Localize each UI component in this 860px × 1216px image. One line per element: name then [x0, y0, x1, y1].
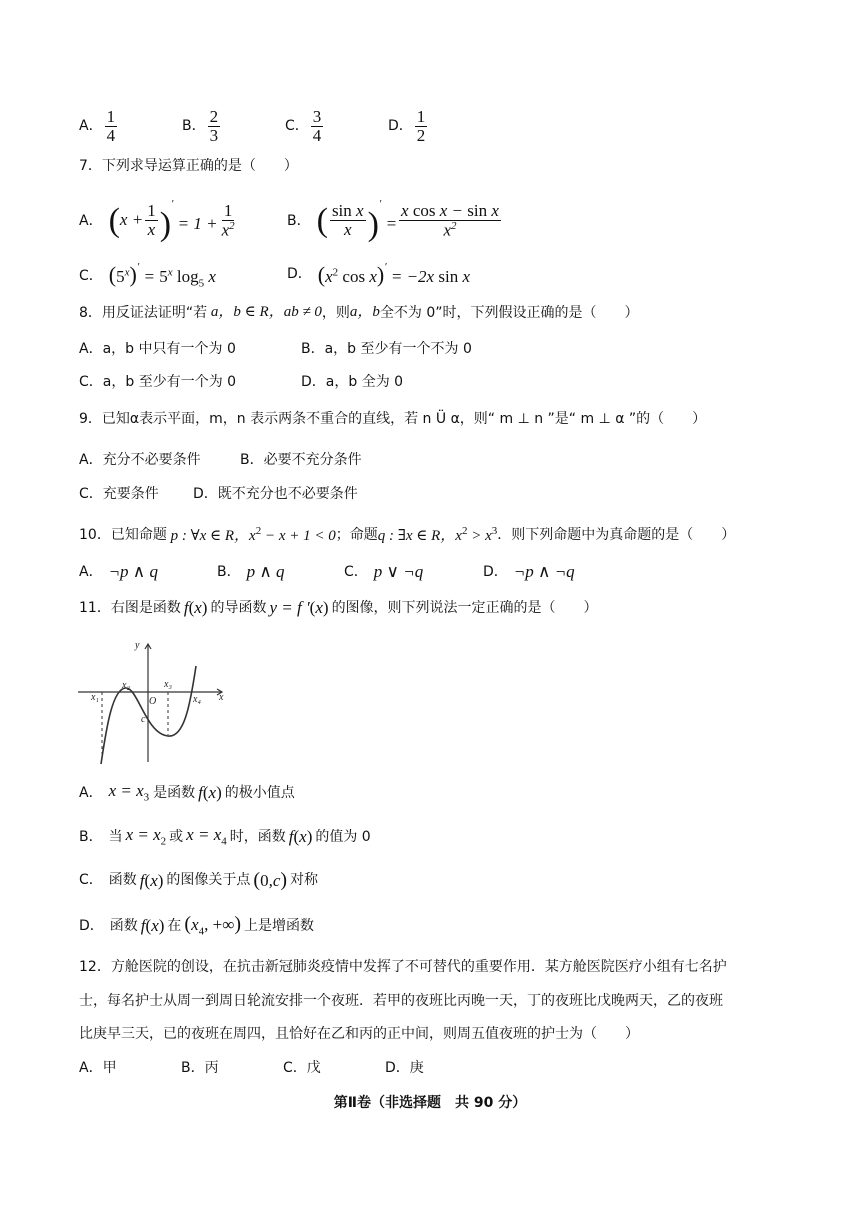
q11-option-d: D． 函数 f(x) 在 ($x_4$, +∞) 上是增函数 — [79, 913, 315, 938]
q12-option-a: A．甲 — [79, 1060, 117, 1076]
q8-option-a: A．a，b 中只有一个为 0 — [79, 341, 236, 357]
q7-stem: 7．下列求导运算正确的是（ ） — [79, 158, 298, 174]
q10-option-b: B． p ∧ q — [217, 562, 285, 581]
label-x: x — [219, 692, 224, 703]
q8-option-c: C．a，b 至少有一个为 0 — [79, 374, 237, 390]
q10-option-c: C． p ∨ ¬q — [344, 562, 424, 581]
fraction: $\frac{1}{2}$ — [416, 107, 426, 145]
q12-line-3: 比庚早三天，已的夜班在周四，且恰好在乙和丙的正中间，则周五值夜班的护士为（ ） — [79, 1026, 639, 1042]
label-c: c — [141, 714, 146, 725]
fraction: $\frac{2}{3}$ — [209, 107, 219, 145]
q8-option-b: B．a，b 至少有一个不为 0 — [301, 341, 472, 357]
fraction: $\frac{3}{4}$ — [312, 107, 322, 145]
q8-stem: 8．用反证法证明“若 a，b ∈ R，ab ≠ 0 ，则 a，b 全不为 0”时，下列假设正确的是（ ） — [79, 304, 639, 321]
label-origin: O — [149, 696, 157, 707]
q10-stem: 10．已知命题 p : ∀x ∈ R，$x^2 - x + 1 < 0$ ；命题 q : ∃x ∈ R，$x^2 > x^3$ ．则下列命题中为真命题的是（ ） — [79, 525, 736, 544]
q8-option-d: D．a，b 全为 0 — [301, 374, 404, 390]
label-x1: x₁ — [91, 692, 99, 703]
q7-option-a: A． (x + $\frac{1}{x}$ )′ = 1 + $\frac{1}{x^2}$ — [79, 198, 235, 244]
q9-option-d: D．既不充分也不必要条件 — [193, 486, 358, 502]
q7-option-c: C． $(5^x)' = 5^x$ $\log_5 x$ — [79, 261, 216, 290]
q11-option-c: C． 函数 f(x) 的图像关于点 (0,c) 对称 — [79, 869, 319, 891]
formula: (x + — [108, 201, 144, 239]
q11-stem: 11．右图是函数 f(x) 的导函数 y = f ′(x) 的图像，则下列说法一定正确的是（ ） — [79, 598, 598, 617]
derivative-graph — [76, 636, 236, 766]
q9-stem: 9．已知α表示平面，m，n 表示两条不重合的直线，若 n Ü α，则“ m ⊥ n ”是“ m ⊥ α ”的（ ） — [79, 411, 707, 427]
fraction: $\frac{1}{4}$ — [106, 107, 116, 145]
label-x4: x₄ — [193, 694, 201, 705]
q6-option-b: B． $\frac{2}{3}$ — [182, 107, 219, 145]
q11-option-b: B． 当 $x = x_2$ 或 $x = x_4$ 时，函数 f(x) 的值为 0 — [79, 825, 371, 848]
q6-option-c: C． $\frac{3}{4}$ — [285, 107, 322, 145]
label-x2: x₂ — [122, 680, 130, 691]
label-x3: x₃ — [164, 679, 172, 690]
q12-line-1: 12．方舱医院的创设，在抗击新冠肺炎疫情中发挥了不可替代的重要作用．某方舱医院医疗小组有七名护 — [79, 959, 727, 975]
q9-option-c: C．充要条件 — [79, 486, 159, 502]
q9-option-b: B．必要不充分条件 — [240, 452, 362, 468]
q12-option-c: C．戊 — [283, 1060, 321, 1076]
q9-option-a: A．充分不必要条件 — [79, 452, 201, 468]
q6-option-a: A． $\frac{1}{4}$ — [79, 107, 116, 145]
q6-option-d: D． $\frac{1}{2}$ — [388, 107, 426, 145]
section-title: 第Ⅱ卷（非选择题 共 90 分） — [333, 1095, 527, 1111]
q7-option-b: B． ( $\frac{\text{sin x}}{x}$ )′ = $\frac{\text{x cos x − sin x}}{x^2}$ — [287, 198, 499, 244]
q12-option-d: D．庚 — [385, 1060, 424, 1076]
q10-option-d: D． ¬p ∧ ¬q — [483, 562, 575, 581]
q12-line-2: 士，每名护士从周一到周日轮流安排一个夜班．若甲的夜班比丙晚一天，丁的夜班比戊晚两天，乙的夜班 — [79, 993, 723, 1009]
q7-option-d: D． ($x^2$ cos x)′ = −2x sin x — [287, 261, 470, 287]
q10-option-a: A． ¬p ∧ q — [79, 562, 158, 581]
q12-option-b: B．丙 — [181, 1060, 219, 1076]
label-y: y — [135, 640, 140, 651]
q11-option-a: A． $x = x_3$ 是函数 f(x) 的极小值点 — [79, 781, 295, 804]
